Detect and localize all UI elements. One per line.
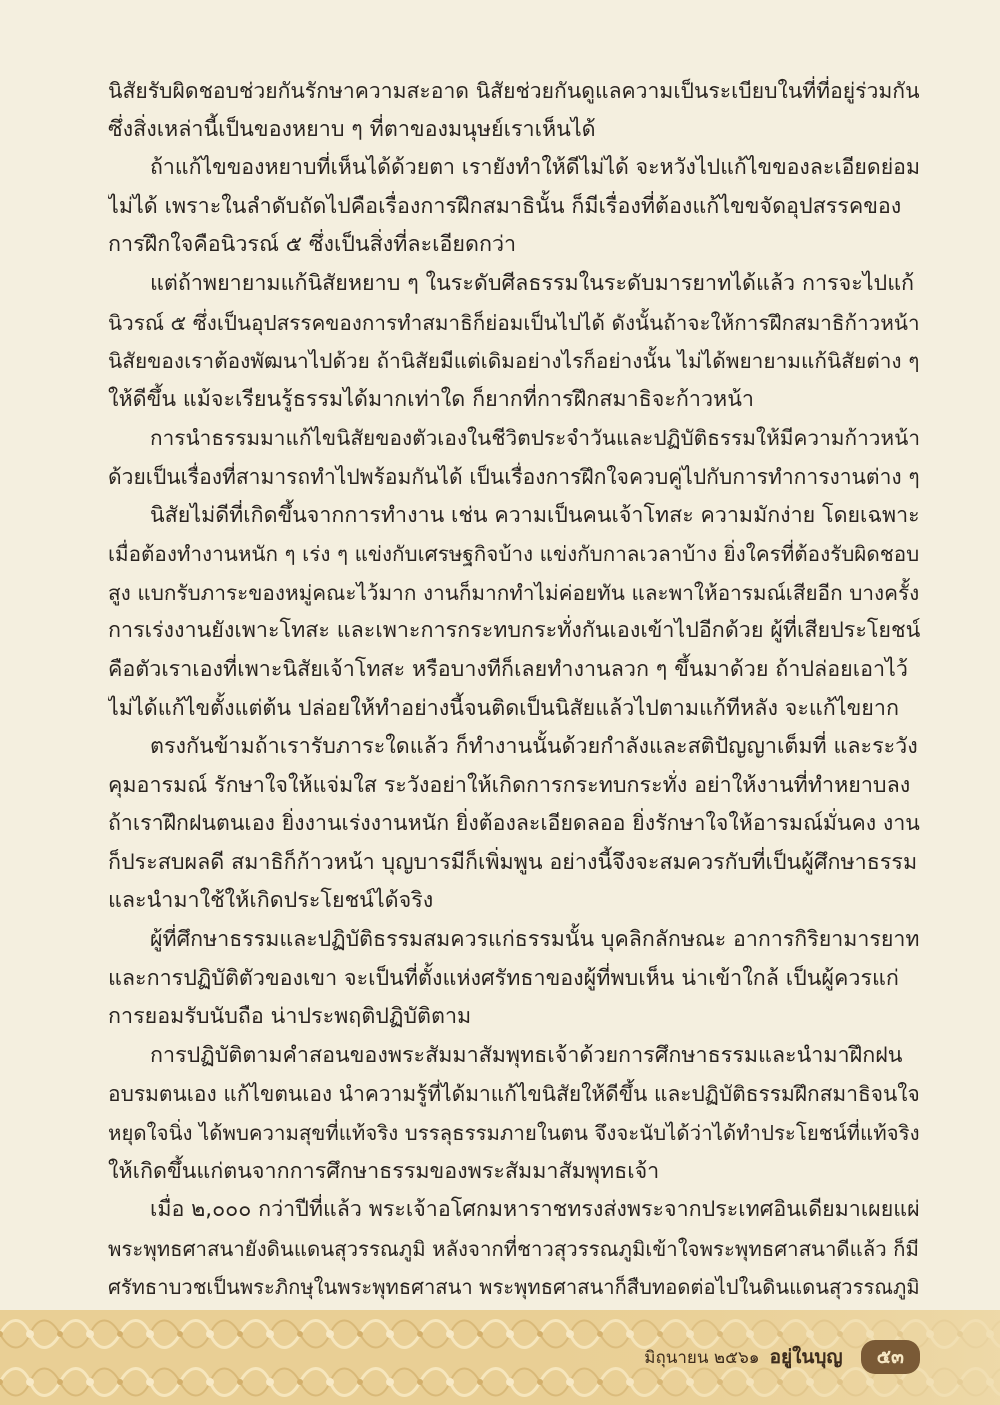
text-line: ให้เกิดขึ้นแก่ตนจากการศึกษาธรรมของพระสัมมาสัมพุทธเจ้า <box>108 1158 660 1184</box>
text-line: คุมอารมณ์ รักษาใจให้แจ่มใส ระวังอย่าให้เกิดการกระทบกระทั่ง อย่าให้งานที่ทำหยาบลง <box>108 772 911 798</box>
text-line: ถ้าแก้ไขของหยาบที่เห็นได้ด้วยตา เรายังทำให้ดีไม่ได้ จะหวังไปแก้ไขของละเอียดย่อม <box>150 155 920 181</box>
text-line: ซึ่งสิ่งเหล่านี้เป็นของหยาบ ๆ ที่ตาของมนุษย์เราเห็นได้ <box>108 116 596 142</box>
text-line: ศรัทธาบวชเป็นพระภิกษุในพระพุทธศาสนา พระพุทธศาสนาก็สืบทอดต่อไปในดินแดนสุวรรณภูมิ <box>108 1275 920 1300</box>
text-line: การยอมรับนับถือ น่าประพฤติปฏิบัติตาม <box>108 1004 472 1030</box>
text-line: พระพุทธศาสนายังดินแดนสุวรรณภูมิ หลังจากที่ชาวสุวรรณภูมิเข้าใจพระพุทธศาสนาดีแล้ว ก็มี <box>108 1236 919 1261</box>
text-line: นิวรณ์ ๕ ซึ่งเป็นอุปสรรคของการทำสมาธิก็ย่อมเป็นไปได้ ดังนั้นถ้าจะให้การฝึกสมาธิก้าวหน้า <box>108 310 920 335</box>
text-line: ผู้ที่ศึกษาธรรมและปฏิบัติธรรมสมควรแก่ธรรมนั้น บุคลิกลักษณะ อาการกิริยามารยาท <box>150 927 920 953</box>
page-number-badge: ๕๓ <box>861 1340 920 1374</box>
text-line: และการปฏิบัติตัวของเขา จะเป็นที่ตั้งแห่งศรัทธาของผู้ที่พบเห็น น่าเข้าใกล้ เป็นผู้ควรแก่ <box>108 965 899 991</box>
paragraph <box>108 265 920 419</box>
text-line: คือตัวเราเองที่เพาะนิสัยเจ้าโทสะ หรือบางทีก็เลยทำงานลวก ๆ ขึ้นมาด้วย ถ้าปล่อยเอาไว้ <box>108 656 908 682</box>
text-line: ให้ดีขึ้น แม้จะเรียนรู้ธรรมได้มากเท่าใด ก็ยากที่การฝึกสมาธิจะก้าวหน้า <box>108 386 754 412</box>
paragraph <box>108 1191 920 1307</box>
text-line: ด้วยเป็นเรื่องที่สามารถทำไปพร้อมกันได้ เป็นเรื่องการฝึกใจควบคู่ไปกับการทำการงานต่าง ๆ <box>108 463 920 489</box>
paragraph <box>108 149 920 265</box>
text-line: เมื่อต้องทำงานหนัก ๆ เร่ง ๆ แข่งกับเศรษฐกิจบ้าง แข่งกับกาลเวลาบ้าง ยิ่งใครที่ต้องรับผิดชอบ <box>108 542 920 567</box>
text-line: เมื่อ ๒,๐๐๐ กว่าปีที่แล้ว พระเจ้าอโศกมหาราชทรงส่งพระจากประเทศอินเดียมาเผยแผ่ <box>150 1197 920 1223</box>
text-line: และนำมาใช้ให้เกิดประโยชน์ได้จริง <box>108 888 434 914</box>
paragraph <box>108 419 920 496</box>
text-line: นิสัยไม่ดีที่เกิดขึ้นจากการทำงาน เช่น ความเป็นคนเจ้าโทสะ ความมักง่าย โดยเฉพาะ <box>150 502 920 528</box>
paragraph <box>108 921 920 1037</box>
text-line: ถ้าเราฝึกฝนตนเอง ยิ่งงานเร่งงานหนัก ยิ่งต้องละเอียดลออ ยิ่งรักษาใจให้อารมณ์มั่นคง งาน <box>108 811 920 837</box>
paragraph <box>108 72 920 149</box>
magazine-title: อยู่ในบุญ <box>769 1346 843 1368</box>
text-line: การนำธรรมมาแก้ไขนิสัยของตัวเองในชีวิตประจำวันและปฏิบัติธรรมให้มีความก้าวหน้า <box>150 426 920 451</box>
text-line: การเร่งงานยังเพาะโทสะ และเพาะการกระทบกระทั่งกันเองเข้าไปอีกด้วย ผู้ที่เสียประโยชน์ <box>108 618 920 644</box>
text-line: ไม่ได้แก้ไขตั้งแต่ต้น ปล่อยให้ทำอย่างนี้จนติดเป็นนิสัยแล้วไปตามแก้ทีหลัง จะแก้ไขยาก <box>108 695 899 721</box>
text-line: ก็ประสบผลดี สมาธิก็ก้าวหน้า บุญบารมีก็เพิ่มพูน อย่างนี้จึงจะสมควรกับที่เป็นผู้ศึกษาธรรม <box>108 849 918 875</box>
text-line: นิสัยของเราต้องพัฒนาไปด้วย ถ้านิสัยมีแต่เดิมอย่างไรก็อย่างนั้น ไม่ได้พยายามแก้นิสัยต่าง ๆ <box>108 349 920 374</box>
footer-info <box>644 1340 920 1374</box>
text-line: การปฏิบัติตามคำสอนของพระสัมมาสัมพุทธเจ้าด้วยการศึกษาธรรมและนำมาฝึกฝน <box>150 1042 903 1068</box>
text-line: ไม่ได้ เพราะในลำดับถัดไปคือเรื่องการฝึกสมาธินั้น ก็มีเรื่องที่ต้องแก้ไขขจัดอุปสรรคของ <box>108 193 902 219</box>
text-line: ตรงกันข้ามถ้าเรารับภาระใดแล้ว ก็ทำงานนั้นด้วยกำลังและสติปัญญาเต็มที่ และระวัง <box>150 734 918 760</box>
text-line: แต่ถ้าพยายามแก้นิสัยหยาบ ๆ ในระดับศีลธรรมในระดับมารยาทได้แล้ว การจะไปแก้ <box>150 270 915 296</box>
footer-band <box>0 1310 1000 1405</box>
issue-date: มิถุนายน ๒๕๖๑ <box>644 1347 760 1368</box>
text-line: หยุดใจนิ่ง ได้พบความสุขที่แท้จริง บรรลุธรรมภายในตน จึงจะนับได้ว่าได้ทำประโยชน์ที่แท้จริง <box>108 1121 920 1146</box>
article-text <box>108 72 920 1307</box>
paragraph <box>108 1037 920 1191</box>
paragraph <box>108 728 920 921</box>
paragraph <box>108 497 920 729</box>
text-line: นิสัยรับผิดชอบช่วยกันรักษาความสะอาด นิสัยช่วยกันดูแลความเป็นระเบียบในที่ที่อยู่ร่วมกัน <box>108 78 920 103</box>
text-line: อบรมตนเอง แก้ไขตนเอง นำความรู้ที่ได้มาแก้ไขนิสัยให้ดีขึ้น และปฏิบัติธรรมฝึกสมาธิจนใจ <box>108 1082 920 1107</box>
text-line: การฝึกใจคือนิวรณ์ ๕ ซึ่งเป็นสิ่งที่ละเอียดกว่า <box>108 232 517 258</box>
text-line: สูง แบกรับภาระของหมู่คณะไว้มาก งานก็มากทำไม่ค่อยทัน และพาให้อารมณ์เสียอีก บางครั้ง <box>108 580 920 605</box>
